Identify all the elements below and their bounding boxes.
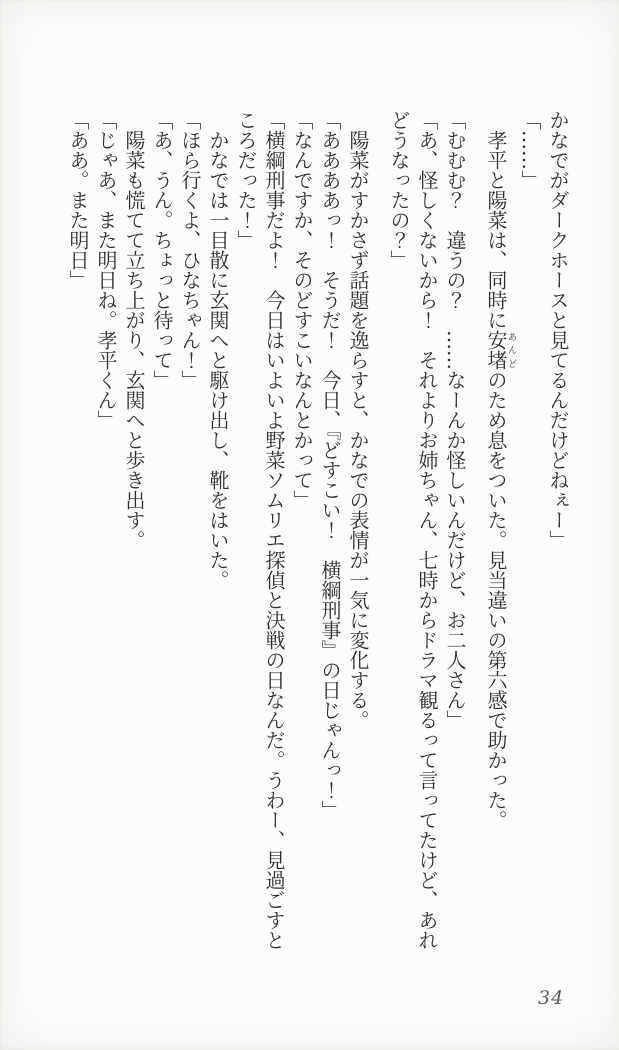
paragraph-13: 「じゃあ、また明日ね。孝平くん」 (94, 110, 118, 430)
ruby-base: 安堵 (484, 330, 508, 370)
paragraph-5: 陽菜がすかさず話題を逸らすと、かなでの表情が一気に変化する。 (346, 110, 370, 730)
ruby-annotation (484, 330, 517, 370)
paragraph-9: かなでは一目散に玄関へと駆け出し、靴をはいた。 (206, 110, 230, 590)
paragraph-8: 「横綱刑事だよ！ 今日はいよいよ野菜ソムリエ探偵と決戦の日なんだ。うわー、見過ごすところだった！」 (234, 110, 286, 950)
paragraph-0: かなでがダークホースと見てるんだけどねぇー」 (546, 110, 570, 550)
paragraph-6: 「ああああっ！ そうだ！ 今日、『どすこい！ 横綱刑事』の日じゃんっ！」 (318, 110, 342, 820)
paragraph-2 (482, 110, 516, 952)
paragraph-3: 「むむむ？ 違うの？ ……なーんか怪しいんだけど、お二人さん」 (443, 110, 467, 730)
paragraph-11: 「あ、うん。ちょっと待って」 (150, 110, 174, 390)
paragraph-14: 「ああ。また明日」 (66, 110, 90, 290)
paragraph-10: 「ほら行くよ、ひなちゃん！」 (178, 110, 202, 390)
paragraph-4: 「あ、怪しくないから！ それよりお姉ちゃん、七時からドラマ観るって言ってたけど、あれどうなったの？」 (387, 110, 439, 950)
paragraph-12: 陽菜も慌てて立ち上がり、玄関へと歩き出す。 (122, 110, 146, 550)
ruby-furigana: あんど (505, 330, 517, 370)
paragraph-2-pre: 孝平と陽菜は、同時に (484, 110, 508, 330)
page-number: 34 (538, 987, 565, 1009)
novel-text-block (64, 110, 572, 952)
paragraph-1: 「……」 (518, 110, 542, 190)
paragraph-7: 「なんですか、そのどすこいなんとかって」 (290, 110, 314, 510)
paragraph-2-post: のため息をついた。見当違いの第六感で助かった。 (484, 370, 508, 830)
